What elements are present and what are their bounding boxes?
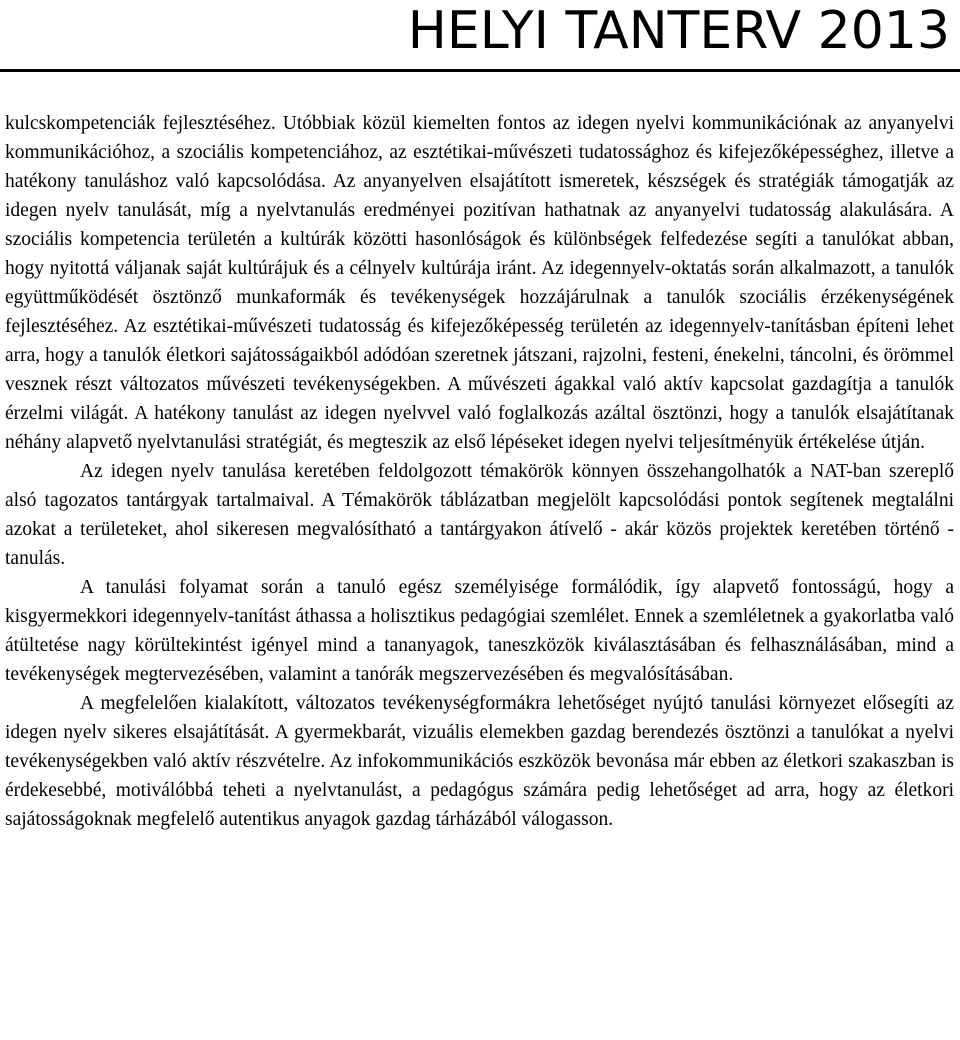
paragraph-2: Az idegen nyelv tanulása keretében feldolgozott témakörök könnyen összehangolhatók a NAT-ban szereplő alsó tagozatos tantárgyak tartalmaival. A Témakörök táblázatban megjelölt kapcsolódási pontok segítenek megtalálni azokat a területeket, ahol sikeresen megvalósítható a tantárgyakon átívelő - akár közös projektek keretében történő - tanulás.	[5, 461, 954, 569]
paragraph-1: kulcskompetenciák fejlesztéséhez. Utóbbiak közül kiemelten fontos az idegen nyelvi kommunikációnak az anyanyelvi kommunikációhoz, a szociális kompetenciához, az esztétikai-művészeti tudatossághoz és kifejezőképességhez, illetve a hatékony tanuláshoz való kapcsolódása. Az anyanyelven elsajátított ismeretek, készségek és stratégiák támogatják az idegen nyelv tanulását, míg a nyelvtanulás eredményei pozitívan hathatnak az anyanyelvi tudatosság alakulására. A szociális kompetencia területén a kultúrák közötti hasonlóságok és különbségek felfedezése segíti a tanulókat abban, hogy nyitottá váljanak saját kultúrájuk és a célnyelv kultúrája iránt. Az idegennyelv-oktatás során alkalmazott, a tanulók együttműködését ösztönző munkaformák és tevékenységek hozzájárulnak a tanulók szociális érzékenységének fejlesztéséhez. Az esztétikai-művészeti tudatosság és kifejezőképesség területén az idegennyelv-tanításban építeni lehet arra, hogy a tanulók életkori sajátosságaikból adódóan szeretnek játszani, rajzolni, festeni, énekelni, táncolni, és örömmel vesznek részt változatos művészeti tevékenységekben. A művészeti ágakkal való aktív kapcsolat gazdagítja a tanulók érzelmi világát. A hatékony tanulást az idegen nyelvvel való foglalkozás azáltal ösztönzi, hogy a tanulók elsajátítanak néhány alapvető nyelvtanulási stratégiát, és megteszik az első lépéseket idegen nyelvi teljesítményük értékelése útján.	[5, 113, 954, 453]
document-body	[5, 109, 954, 834]
header-rule	[0, 69, 960, 72]
paragraph-4: A megfelelően kialakított, változatos tevékenységformákra lehetőséget nyújtó tanulási környezet elősegíti az idegen nyelv sikeres elsajátítását. A gyermekbarát, vizuális elemekben gazdag berendezés ösztönzi a tanulókat a nyelvi tevékenységekben való aktív részvételre. Az infokommunikációs eszközök bevonása már ebben az életkori szakaszban is érdekesebbé, motiválóbbá teheti a nyelvtanulást, a pedagógus számára pedig lehetőséget ad arra, hogy az életkori sajátosságoknak megfelelő autentikus anyagok gazdag tárházából válogasson.	[5, 693, 954, 830]
paragraph-3: A tanulási folyamat során a tanuló egész személyisége formálódik, így alapvető fontosságú, hogy a kisgyermekkori idegennyelv-tanítást áthassa a holisztikus pedagógiai szemlélet. Ennek a szemléletnek a gyakorlatba való átültetése nagy körültekintést igényel mind a tananyagok, taneszközök kiválasztásában és felhasználásában, mind a tevékenységek megtervezésében, valamint a tanórák megszervezésében és megvalósításában.	[5, 577, 954, 685]
page-header-title: HELYI TANTERV 2013	[407, 1, 950, 61]
